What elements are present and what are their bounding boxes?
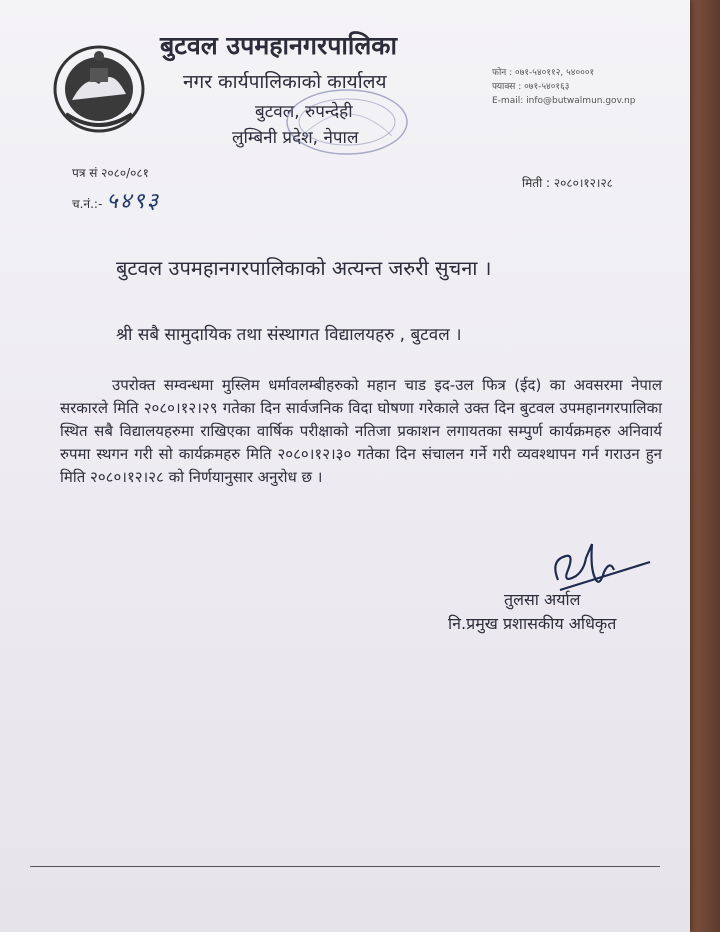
office-stamp-icon bbox=[282, 84, 412, 160]
notice-subject: बुटवल उपमहानगरपालिकाको अत्यन्त जरुरी सुचना । bbox=[116, 256, 492, 280]
dispatch-number bbox=[72, 185, 160, 215]
reference-number: पत्र सं २०८०/०८१ bbox=[72, 166, 149, 180]
contact-info bbox=[492, 66, 635, 108]
notice-body: उपरोक्त सम्वन्धमा मुस्लिम धर्मावलम्बीहरुको महान चाड इद-उल फित्र (ईद) का अवसरमा नेपाल सरकारले मिति २०८०।१२।२९ गतेका दिन सार्वजनिक विदा घोषणा गरेकाले उक्त दिन बुटवल उपमहानगरपालिका स्थित सबै विद्यालयहरुमा राखिएका वार्षिक परीक्षाको नतिजा प्रकाशन लगायतका सम्पुर्ण कार्यक्रमहरु अनिवार्य रुपमा स्थगन गरी सो कार्यक्रमहरु मिति २०८०।१२।३० गतेका दिन संचालन गर्ने गरी व्यवश्थापन गर्न गराउन हुन मिति २०८०।१२।२८ को निर्णयानुसार अनुरोध छ । bbox=[60, 376, 662, 486]
municipality-title: बुटवल उपमहानगरपालिका bbox=[160, 31, 397, 60]
phone-number: फोन : ०७१-५४०११२, ५४०००१ bbox=[492, 68, 595, 78]
signatory-title: नि.प्रमुख प्रशासकीय अधिकृत bbox=[448, 614, 617, 633]
footer-divider bbox=[30, 866, 660, 867]
address-line-1: बुटवल, रुपन्देही bbox=[255, 102, 353, 122]
dispatch-value: ५४९३ bbox=[106, 189, 161, 214]
signatory-name: तुलसा अर्याल bbox=[504, 590, 581, 609]
addressee: श्री सबै सामुदायिक तथा संस्थागत विद्यालयहरु , बुटवल । bbox=[116, 325, 462, 345]
email-address: E-mail: info@butwalmun.gov.np bbox=[492, 96, 636, 106]
office-name: नगर कार्यपालिकाको कार्यालय bbox=[183, 71, 387, 93]
municipality-emblem-icon bbox=[52, 44, 146, 134]
letter-date: मिती : २०८०।१२।२८ bbox=[522, 176, 613, 190]
address-line-2: लुम्बिनी प्रदेश, नेपाल bbox=[232, 128, 359, 148]
fax-number: फ्याक्स : ०७१-५४०१६३ bbox=[492, 82, 570, 92]
dispatch-label: च.नं.:- bbox=[72, 197, 103, 211]
